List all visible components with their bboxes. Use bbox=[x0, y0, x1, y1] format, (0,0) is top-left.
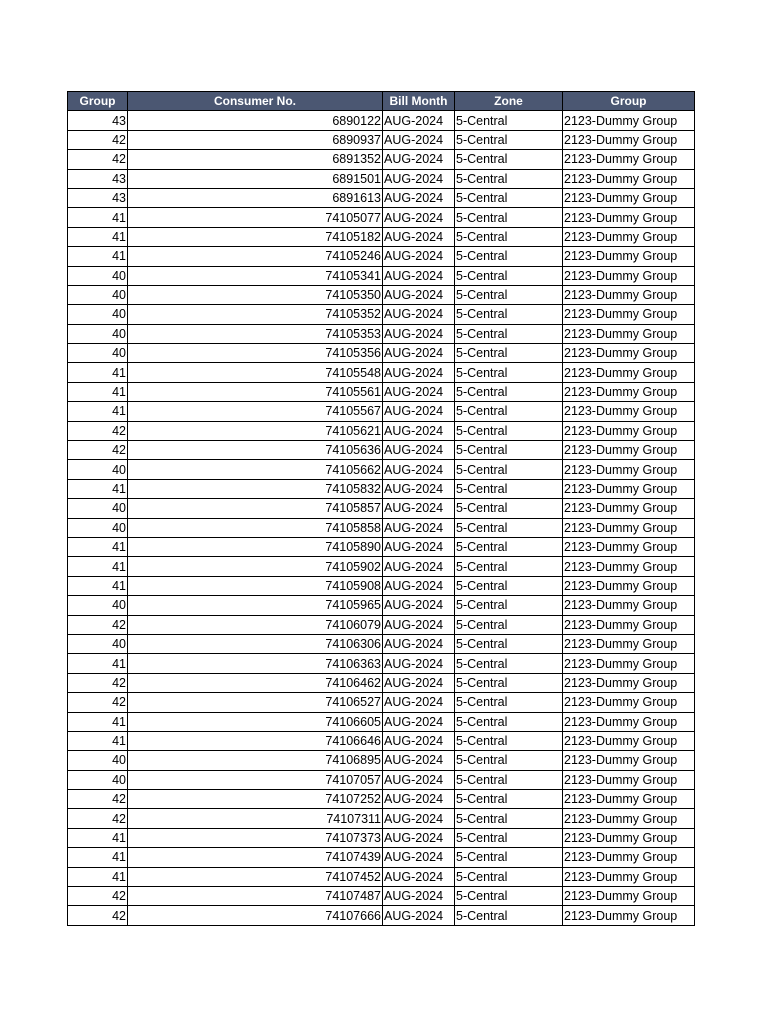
group-cell: 40 bbox=[68, 344, 128, 363]
bill-month-cell: AUG-2024 bbox=[383, 402, 455, 421]
group-name-cell: 2123-Dummy Group bbox=[563, 828, 695, 847]
table-row bbox=[68, 208, 695, 227]
group-cell: 42 bbox=[68, 150, 128, 169]
bill-month-cell: AUG-2024 bbox=[383, 421, 455, 440]
zone-cell: 5-Central bbox=[455, 169, 563, 188]
zone-cell: 5-Central bbox=[455, 499, 563, 518]
zone-cell: 5-Central bbox=[455, 770, 563, 789]
bill-month-cell: AUG-2024 bbox=[383, 111, 455, 130]
group-name-cell: 2123-Dummy Group bbox=[563, 285, 695, 304]
consumer-no-cell: 74105662 bbox=[128, 460, 383, 479]
table-row bbox=[68, 906, 695, 925]
zone-cell: 5-Central bbox=[455, 615, 563, 634]
group-name-cell: 2123-Dummy Group bbox=[563, 441, 695, 460]
zone-cell: 5-Central bbox=[455, 848, 563, 867]
consumer-no-cell: 74105350 bbox=[128, 285, 383, 304]
group-cell: 42 bbox=[68, 130, 128, 149]
group-cell: 41 bbox=[68, 382, 128, 401]
zone-cell: 5-Central bbox=[455, 285, 563, 304]
zone-cell: 5-Central bbox=[455, 828, 563, 847]
bill-month-cell: AUG-2024 bbox=[383, 809, 455, 828]
bill-month-cell: AUG-2024 bbox=[383, 615, 455, 634]
zone-cell: 5-Central bbox=[455, 518, 563, 537]
bill-month-cell: AUG-2024 bbox=[383, 150, 455, 169]
zone-cell: 5-Central bbox=[455, 188, 563, 207]
group-name-cell: 2123-Dummy Group bbox=[563, 634, 695, 653]
bill-month-cell: AUG-2024 bbox=[383, 344, 455, 363]
zone-cell: 5-Central bbox=[455, 790, 563, 809]
table-row bbox=[68, 460, 695, 479]
table-row bbox=[68, 770, 695, 789]
group-cell: 41 bbox=[68, 576, 128, 595]
zone-cell: 5-Central bbox=[455, 382, 563, 401]
group-name-cell: 2123-Dummy Group bbox=[563, 654, 695, 673]
zone-cell: 5-Central bbox=[455, 227, 563, 246]
bill-month-cell: AUG-2024 bbox=[383, 867, 455, 886]
bill-month-cell: AUG-2024 bbox=[383, 266, 455, 285]
bill-month-cell: AUG-2024 bbox=[383, 887, 455, 906]
group-cell: 40 bbox=[68, 285, 128, 304]
column-header-group-name: Group bbox=[563, 92, 695, 111]
zone-cell: 5-Central bbox=[455, 576, 563, 595]
bill-month-cell: AUG-2024 bbox=[383, 712, 455, 731]
zone-cell: 5-Central bbox=[455, 363, 563, 382]
group-name-cell: 2123-Dummy Group bbox=[563, 537, 695, 556]
consumer-no-cell: 74105965 bbox=[128, 596, 383, 615]
zone-cell: 5-Central bbox=[455, 324, 563, 343]
bill-month-cell: AUG-2024 bbox=[383, 596, 455, 615]
group-name-cell: 2123-Dummy Group bbox=[563, 693, 695, 712]
consumer-no-cell: 74105857 bbox=[128, 499, 383, 518]
consumer-no-cell: 74107452 bbox=[128, 867, 383, 886]
consumer-no-cell: 74107311 bbox=[128, 809, 383, 828]
consumer-no-cell: 74105567 bbox=[128, 402, 383, 421]
group-cell: 42 bbox=[68, 693, 128, 712]
table-row bbox=[68, 382, 695, 401]
group-name-cell: 2123-Dummy Group bbox=[563, 518, 695, 537]
zone-cell: 5-Central bbox=[455, 654, 563, 673]
table-row bbox=[68, 615, 695, 634]
table-header bbox=[68, 92, 695, 111]
group-name-cell: 2123-Dummy Group bbox=[563, 305, 695, 324]
table-row bbox=[68, 285, 695, 304]
zone-cell: 5-Central bbox=[455, 421, 563, 440]
group-cell: 40 bbox=[68, 460, 128, 479]
bill-month-cell: AUG-2024 bbox=[383, 247, 455, 266]
group-name-cell: 2123-Dummy Group bbox=[563, 751, 695, 770]
bill-month-cell: AUG-2024 bbox=[383, 906, 455, 925]
consumer-no-cell: 74106527 bbox=[128, 693, 383, 712]
group-name-cell: 2123-Dummy Group bbox=[563, 499, 695, 518]
table-row bbox=[68, 654, 695, 673]
bill-month-cell: AUG-2024 bbox=[383, 324, 455, 343]
table-row bbox=[68, 479, 695, 498]
table-row bbox=[68, 731, 695, 750]
group-name-cell: 2123-Dummy Group bbox=[563, 887, 695, 906]
group-name-cell: 2123-Dummy Group bbox=[563, 906, 695, 925]
consumer-no-cell: 74105353 bbox=[128, 324, 383, 343]
table-row bbox=[68, 363, 695, 382]
consumer-no-cell: 74107252 bbox=[128, 790, 383, 809]
group-cell: 40 bbox=[68, 751, 128, 770]
table-row bbox=[68, 169, 695, 188]
group-cell: 41 bbox=[68, 867, 128, 886]
group-name-cell: 2123-Dummy Group bbox=[563, 111, 695, 130]
bill-month-cell: AUG-2024 bbox=[383, 479, 455, 498]
group-name-cell: 2123-Dummy Group bbox=[563, 130, 695, 149]
bill-month-cell: AUG-2024 bbox=[383, 790, 455, 809]
bill-month-cell: AUG-2024 bbox=[383, 673, 455, 692]
group-cell: 40 bbox=[68, 499, 128, 518]
group-cell: 41 bbox=[68, 828, 128, 847]
consumer-no-cell: 74107057 bbox=[128, 770, 383, 789]
consumer-no-cell: 74105908 bbox=[128, 576, 383, 595]
group-cell: 43 bbox=[68, 111, 128, 130]
zone-cell: 5-Central bbox=[455, 906, 563, 925]
consumer-no-cell: 74106306 bbox=[128, 634, 383, 653]
zone-cell: 5-Central bbox=[455, 557, 563, 576]
zone-cell: 5-Central bbox=[455, 247, 563, 266]
header-row bbox=[68, 92, 695, 111]
group-cell: 40 bbox=[68, 266, 128, 285]
group-cell: 42 bbox=[68, 887, 128, 906]
consumer-no-cell: 74105890 bbox=[128, 537, 383, 556]
bill-month-cell: AUG-2024 bbox=[383, 130, 455, 149]
group-cell: 43 bbox=[68, 188, 128, 207]
bill-month-cell: AUG-2024 bbox=[383, 731, 455, 750]
group-name-cell: 2123-Dummy Group bbox=[563, 790, 695, 809]
bill-month-cell: AUG-2024 bbox=[383, 188, 455, 207]
bill-month-cell: AUG-2024 bbox=[383, 382, 455, 401]
zone-cell: 5-Central bbox=[455, 867, 563, 886]
bill-month-cell: AUG-2024 bbox=[383, 499, 455, 518]
consumer-no-cell: 6891613 bbox=[128, 188, 383, 207]
table-row bbox=[68, 867, 695, 886]
table-row bbox=[68, 809, 695, 828]
zone-cell: 5-Central bbox=[455, 344, 563, 363]
table-row bbox=[68, 712, 695, 731]
group-cell: 40 bbox=[68, 518, 128, 537]
zone-cell: 5-Central bbox=[455, 634, 563, 653]
zone-cell: 5-Central bbox=[455, 441, 563, 460]
table-row bbox=[68, 887, 695, 906]
group-cell: 40 bbox=[68, 770, 128, 789]
table-row bbox=[68, 324, 695, 343]
bill-month-cell: AUG-2024 bbox=[383, 460, 455, 479]
bill-month-cell: AUG-2024 bbox=[383, 634, 455, 653]
consumer-no-cell: 74106646 bbox=[128, 731, 383, 750]
zone-cell: 5-Central bbox=[455, 712, 563, 731]
consumer-no-cell: 74105636 bbox=[128, 441, 383, 460]
consumer-no-cell: 74107487 bbox=[128, 887, 383, 906]
consumer-no-cell: 74106079 bbox=[128, 615, 383, 634]
table-row bbox=[68, 402, 695, 421]
bill-month-cell: AUG-2024 bbox=[383, 770, 455, 789]
group-name-cell: 2123-Dummy Group bbox=[563, 809, 695, 828]
zone-cell: 5-Central bbox=[455, 731, 563, 750]
bill-month-cell: AUG-2024 bbox=[383, 693, 455, 712]
consumer-no-cell: 74105561 bbox=[128, 382, 383, 401]
group-cell: 41 bbox=[68, 208, 128, 227]
table-row bbox=[68, 576, 695, 595]
table-row bbox=[68, 305, 695, 324]
group-cell: 41 bbox=[68, 537, 128, 556]
table-row bbox=[68, 421, 695, 440]
bill-month-cell: AUG-2024 bbox=[383, 208, 455, 227]
zone-cell: 5-Central bbox=[455, 751, 563, 770]
zone-cell: 5-Central bbox=[455, 887, 563, 906]
bill-month-cell: AUG-2024 bbox=[383, 751, 455, 770]
consumer-no-cell: 74105352 bbox=[128, 305, 383, 324]
group-name-cell: 2123-Dummy Group bbox=[563, 266, 695, 285]
table-row bbox=[68, 150, 695, 169]
bill-month-cell: AUG-2024 bbox=[383, 654, 455, 673]
zone-cell: 5-Central bbox=[455, 208, 563, 227]
consumer-no-cell: 74107373 bbox=[128, 828, 383, 847]
bill-month-cell: AUG-2024 bbox=[383, 828, 455, 847]
group-cell: 42 bbox=[68, 809, 128, 828]
consumer-no-cell: 74105356 bbox=[128, 344, 383, 363]
group-name-cell: 2123-Dummy Group bbox=[563, 227, 695, 246]
table-row bbox=[68, 751, 695, 770]
group-name-cell: 2123-Dummy Group bbox=[563, 731, 695, 750]
group-cell: 42 bbox=[68, 906, 128, 925]
table-row bbox=[68, 227, 695, 246]
group-name-cell: 2123-Dummy Group bbox=[563, 382, 695, 401]
bill-month-cell: AUG-2024 bbox=[383, 576, 455, 595]
table-row bbox=[68, 247, 695, 266]
consumer-no-cell: 74105246 bbox=[128, 247, 383, 266]
group-name-cell: 2123-Dummy Group bbox=[563, 848, 695, 867]
table-row bbox=[68, 188, 695, 207]
consumer-no-cell: 74107439 bbox=[128, 848, 383, 867]
bill-month-cell: AUG-2024 bbox=[383, 363, 455, 382]
consumer-no-cell: 74105832 bbox=[128, 479, 383, 498]
table-row bbox=[68, 111, 695, 130]
group-name-cell: 2123-Dummy Group bbox=[563, 363, 695, 382]
table-row bbox=[68, 557, 695, 576]
zone-cell: 5-Central bbox=[455, 673, 563, 692]
zone-cell: 5-Central bbox=[455, 596, 563, 615]
group-cell: 41 bbox=[68, 848, 128, 867]
consumer-no-cell: 74105621 bbox=[128, 421, 383, 440]
table-row bbox=[68, 537, 695, 556]
group-cell: 42 bbox=[68, 421, 128, 440]
table-row bbox=[68, 634, 695, 653]
group-name-cell: 2123-Dummy Group bbox=[563, 402, 695, 421]
group-name-cell: 2123-Dummy Group bbox=[563, 150, 695, 169]
bill-month-cell: AUG-2024 bbox=[383, 169, 455, 188]
consumer-no-cell: 74105341 bbox=[128, 266, 383, 285]
zone-cell: 5-Central bbox=[455, 130, 563, 149]
consumer-no-cell: 6891352 bbox=[128, 150, 383, 169]
zone-cell: 5-Central bbox=[455, 150, 563, 169]
table-row bbox=[68, 344, 695, 363]
zone-cell: 5-Central bbox=[455, 479, 563, 498]
column-header-bill-month: Bill Month bbox=[383, 92, 455, 111]
table-row bbox=[68, 790, 695, 809]
group-cell: 42 bbox=[68, 790, 128, 809]
group-cell: 40 bbox=[68, 596, 128, 615]
zone-cell: 5-Central bbox=[455, 305, 563, 324]
group-name-cell: 2123-Dummy Group bbox=[563, 247, 695, 266]
table-row bbox=[68, 130, 695, 149]
table-row bbox=[68, 848, 695, 867]
consumer-table bbox=[67, 91, 695, 926]
bill-month-cell: AUG-2024 bbox=[383, 305, 455, 324]
bill-month-cell: AUG-2024 bbox=[383, 557, 455, 576]
consumer-no-cell: 74106462 bbox=[128, 673, 383, 692]
zone-cell: 5-Central bbox=[455, 111, 563, 130]
group-cell: 41 bbox=[68, 557, 128, 576]
group-cell: 41 bbox=[68, 731, 128, 750]
group-name-cell: 2123-Dummy Group bbox=[563, 770, 695, 789]
consumer-no-cell: 74106895 bbox=[128, 751, 383, 770]
column-header-group: Group bbox=[68, 92, 128, 111]
consumer-no-cell: 74105858 bbox=[128, 518, 383, 537]
group-name-cell: 2123-Dummy Group bbox=[563, 324, 695, 343]
column-header-consumer-no: Consumer No. bbox=[128, 92, 383, 111]
bill-month-cell: AUG-2024 bbox=[383, 537, 455, 556]
group-name-cell: 2123-Dummy Group bbox=[563, 479, 695, 498]
group-cell: 42 bbox=[68, 673, 128, 692]
group-cell: 40 bbox=[68, 634, 128, 653]
group-name-cell: 2123-Dummy Group bbox=[563, 169, 695, 188]
table-row bbox=[68, 441, 695, 460]
table-row bbox=[68, 828, 695, 847]
zone-cell: 5-Central bbox=[455, 693, 563, 712]
bill-month-cell: AUG-2024 bbox=[383, 441, 455, 460]
consumer-no-cell: 74107666 bbox=[128, 906, 383, 925]
bill-month-cell: AUG-2024 bbox=[383, 227, 455, 246]
group-cell: 41 bbox=[68, 227, 128, 246]
table-row bbox=[68, 518, 695, 537]
zone-cell: 5-Central bbox=[455, 266, 563, 285]
group-name-cell: 2123-Dummy Group bbox=[563, 188, 695, 207]
group-name-cell: 2123-Dummy Group bbox=[563, 344, 695, 363]
group-name-cell: 2123-Dummy Group bbox=[563, 673, 695, 692]
table-row bbox=[68, 266, 695, 285]
group-cell: 40 bbox=[68, 324, 128, 343]
group-cell: 42 bbox=[68, 615, 128, 634]
group-cell: 41 bbox=[68, 479, 128, 498]
group-name-cell: 2123-Dummy Group bbox=[563, 712, 695, 731]
group-name-cell: 2123-Dummy Group bbox=[563, 208, 695, 227]
group-name-cell: 2123-Dummy Group bbox=[563, 615, 695, 634]
table-row bbox=[68, 693, 695, 712]
group-name-cell: 2123-Dummy Group bbox=[563, 596, 695, 615]
consumer-no-cell: 74106363 bbox=[128, 654, 383, 673]
zone-cell: 5-Central bbox=[455, 460, 563, 479]
zone-cell: 5-Central bbox=[455, 402, 563, 421]
consumer-no-cell: 74105902 bbox=[128, 557, 383, 576]
bill-month-cell: AUG-2024 bbox=[383, 848, 455, 867]
group-cell: 40 bbox=[68, 305, 128, 324]
bill-month-cell: AUG-2024 bbox=[383, 518, 455, 537]
group-cell: 43 bbox=[68, 169, 128, 188]
zone-cell: 5-Central bbox=[455, 809, 563, 828]
bill-month-cell: AUG-2024 bbox=[383, 285, 455, 304]
group-cell: 42 bbox=[68, 441, 128, 460]
consumer-no-cell: 74106605 bbox=[128, 712, 383, 731]
consumer-no-cell: 74105548 bbox=[128, 363, 383, 382]
consumer-no-cell: 74105077 bbox=[128, 208, 383, 227]
column-header-zone: Zone bbox=[455, 92, 563, 111]
table-body bbox=[68, 111, 695, 925]
group-name-cell: 2123-Dummy Group bbox=[563, 460, 695, 479]
group-name-cell: 2123-Dummy Group bbox=[563, 557, 695, 576]
group-cell: 41 bbox=[68, 654, 128, 673]
table-row bbox=[68, 673, 695, 692]
group-cell: 41 bbox=[68, 247, 128, 266]
consumer-no-cell: 6890122 bbox=[128, 111, 383, 130]
group-cell: 41 bbox=[68, 402, 128, 421]
zone-cell: 5-Central bbox=[455, 537, 563, 556]
consumer-no-cell: 6890937 bbox=[128, 130, 383, 149]
consumer-no-cell: 74105182 bbox=[128, 227, 383, 246]
group-name-cell: 2123-Dummy Group bbox=[563, 421, 695, 440]
table-row bbox=[68, 596, 695, 615]
group-cell: 41 bbox=[68, 363, 128, 382]
group-name-cell: 2123-Dummy Group bbox=[563, 867, 695, 886]
group-cell: 41 bbox=[68, 712, 128, 731]
consumer-no-cell: 6891501 bbox=[128, 169, 383, 188]
table-row bbox=[68, 499, 695, 518]
group-name-cell: 2123-Dummy Group bbox=[563, 576, 695, 595]
